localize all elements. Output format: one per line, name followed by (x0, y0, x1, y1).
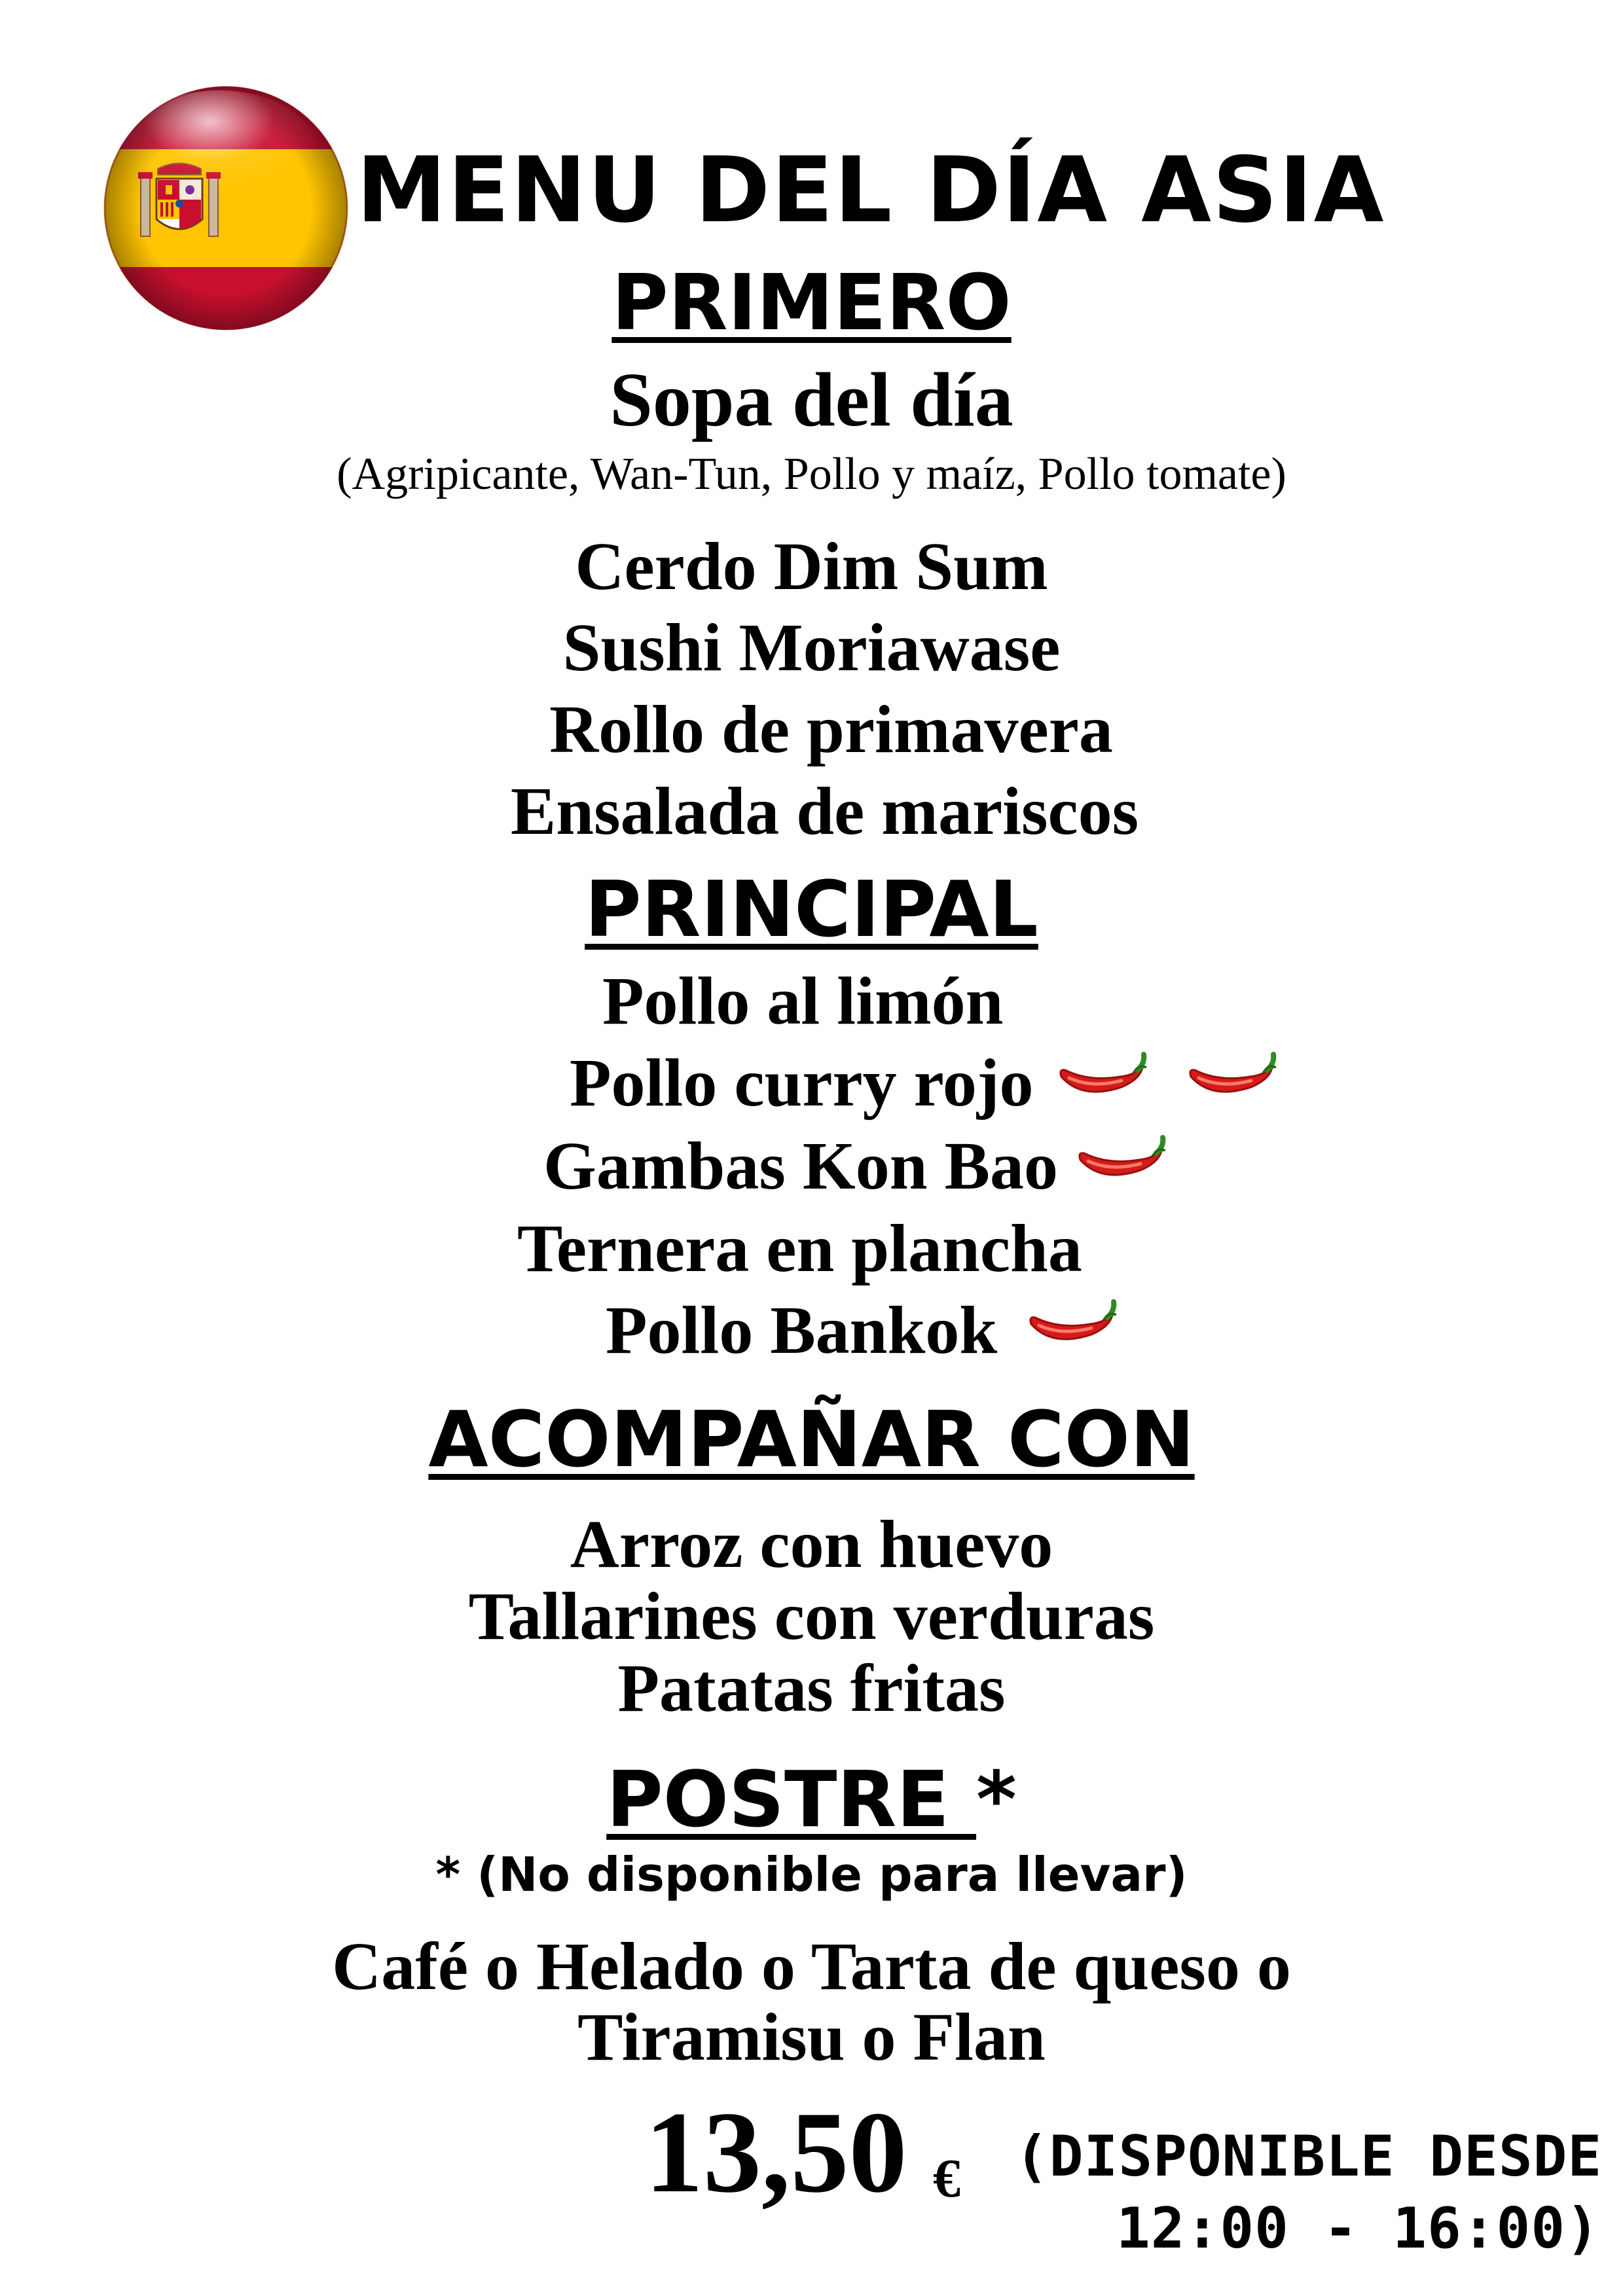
dish-item (606, 1291, 1124, 1378)
side-item: Tallarines con verduras (468, 1579, 1155, 1654)
takeaway-note: * (No disponible para llevar) (435, 1847, 1188, 1902)
side-item: Arroz con huevo (570, 1507, 1053, 1582)
availability-line-2: 12:00 - 16:00) (1116, 2196, 1600, 2261)
dessert-options-line-1: Café o Helado o Tarta de queso o (332, 1929, 1291, 2004)
chili-pepper-icon (1056, 1049, 1154, 1131)
dish-name: Pollo Bankok (606, 1293, 998, 1368)
dish-item: Rollo de primavera (549, 692, 1113, 767)
dish-item (602, 962, 1003, 1040)
side-item: Patatas fritas (617, 1651, 1006, 1726)
dish-name: Pollo curry rojo (570, 1045, 1034, 1121)
dish-item (543, 1127, 1173, 1214)
availability-line-1: (DISPONIBLE DESDE (1015, 2124, 1603, 2189)
dish-name: Pollo al limón (602, 963, 1004, 1039)
chili-pepper-icon (1075, 1132, 1173, 1214)
menu-title: MENU DEL DÍA ASIA (356, 137, 1385, 243)
price-amount: 13,50 (645, 2087, 907, 2217)
section-heading-primero (0, 257, 1623, 348)
dish-item: Cerdo Dim Sum (575, 529, 1048, 604)
section-heading-principal (0, 864, 1623, 954)
dish-item: Sushi Moriawase (562, 610, 1061, 685)
primero-heading-text: PRIMERO (611, 257, 1012, 348)
chili-pepper-icon (1026, 1297, 1124, 1378)
postre-asterisk: * (976, 1754, 1017, 1844)
dish-item: Ensalada de mariscos (510, 774, 1139, 849)
section-heading-postre (0, 1754, 1623, 1844)
dessert-options-line-2: Tiramisu o Flan (577, 2000, 1046, 2075)
chili-pepper-icon (1186, 1049, 1284, 1131)
dish-name: Gambas Kon Bao (543, 1128, 1058, 1204)
soup-options: (Agripicante, Wan-Tun, Pollo y maíz, Pollo tomate) (337, 449, 1286, 499)
dish-name: Ternera en plancha (517, 1211, 1082, 1286)
section-heading-acompanar (0, 1394, 1623, 1484)
postre-heading-text: POSTRE (606, 1754, 977, 1844)
principal-heading-text: PRINCIPAL (585, 864, 1038, 954)
dish-item (570, 1044, 1284, 1131)
soup-title: Sopa del día (610, 357, 1013, 442)
dish-item (517, 1210, 1082, 1287)
price-currency: € (933, 2148, 960, 2209)
acompanar-heading-text: ACOMPAÑAR CON (428, 1394, 1195, 1484)
